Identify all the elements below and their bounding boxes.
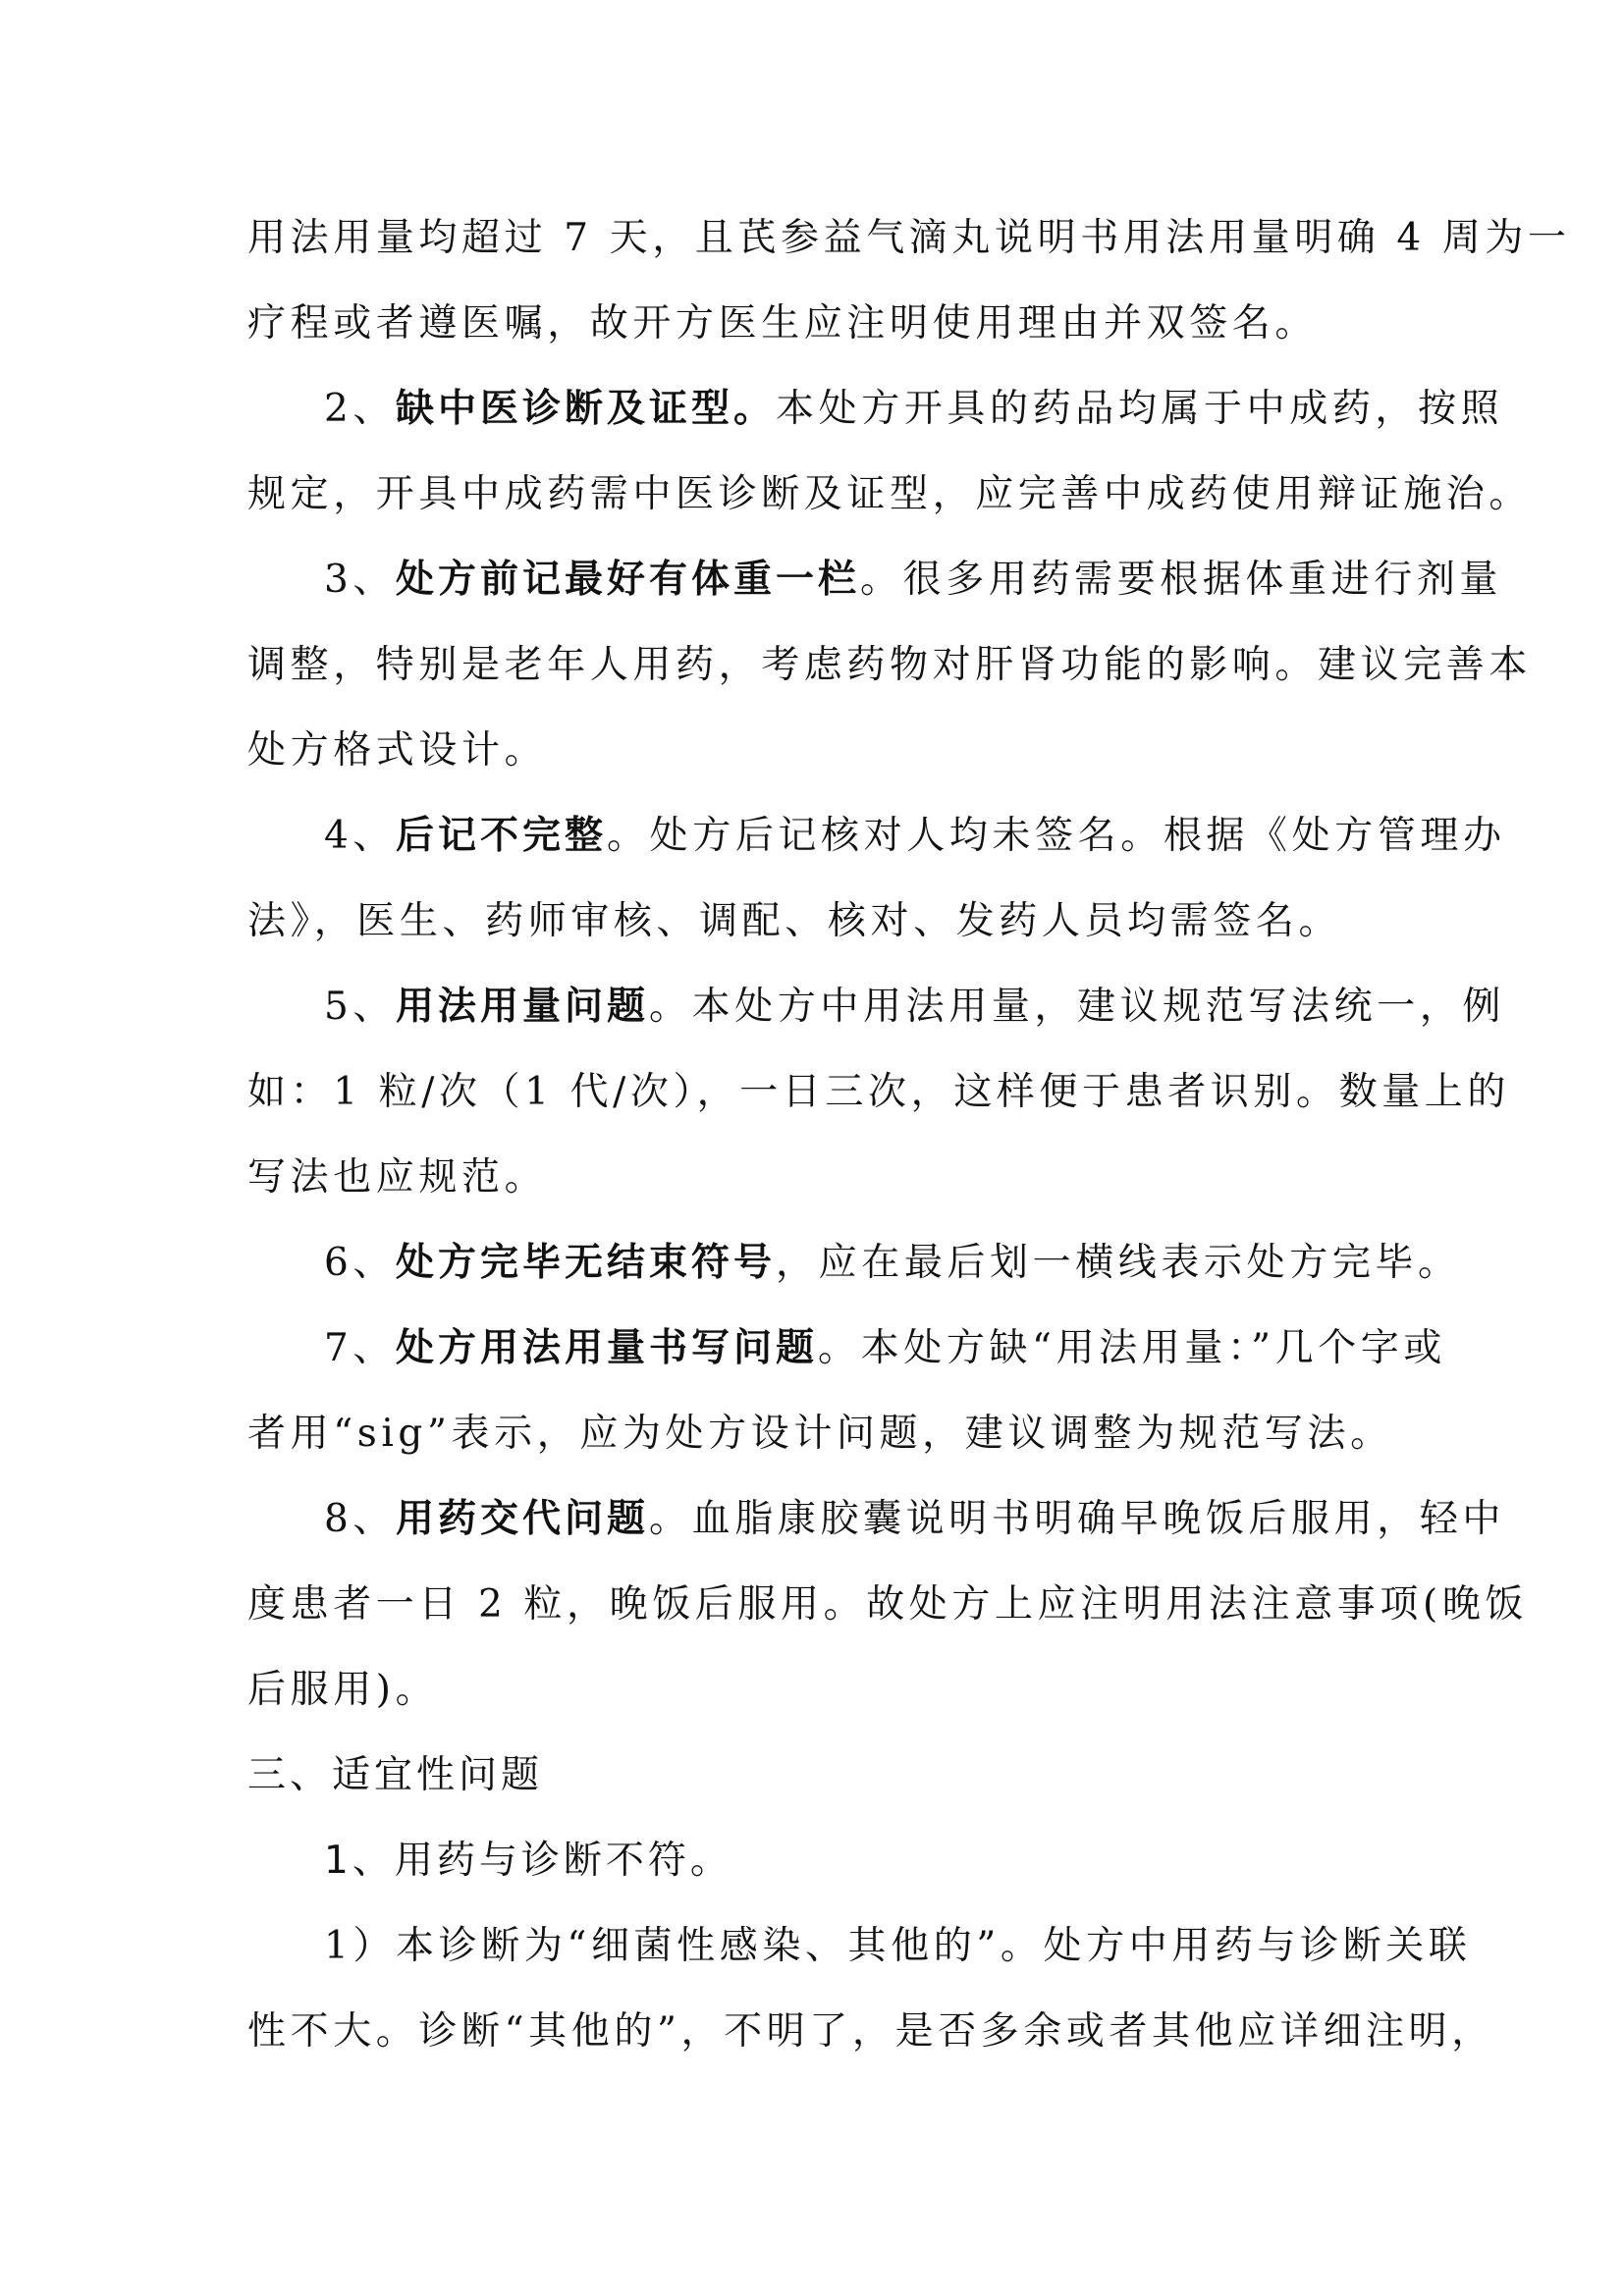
text-line [247, 1064, 1510, 1149]
item-title: 用药交代问题 [396, 1497, 650, 1541]
item-number: 8、 [324, 1497, 397, 1541]
text-line [247, 2003, 1494, 2089]
text-line [247, 466, 1533, 552]
text-line [247, 1320, 1447, 1406]
text-line [247, 1576, 1529, 1662]
line-text: 本处方开具的药品均属于中成药，按照 [776, 387, 1504, 431]
line-text: 性不大。诊断“其他的”，不明了，是否多余或者其他应详细注明， [247, 2009, 1494, 2054]
item-number: 5、 [324, 985, 397, 1029]
item-number: 7、 [324, 1326, 397, 1370]
line-text: 。血脂康胶囊说明书明确早晚饭后服用，轻中 [649, 1497, 1506, 1541]
line-text: ，应在最后划一横线表示处方完毕。 [776, 1241, 1461, 1285]
text-line [247, 808, 1506, 893]
item-title: 缺中医诊断及证型。 [396, 387, 777, 431]
text-line [247, 210, 1571, 295]
line-text: 处方格式设计。 [247, 728, 548, 773]
text-line [247, 637, 1533, 722]
line-text: 。很多用药需要根据体重进行剂量 [860, 558, 1503, 602]
line-text: 调整，特别是老年人用药，考虑药物对肝肾功能的影响。建议完善本 [247, 643, 1533, 687]
item-title: 后记不完整 [396, 814, 608, 858]
item-number: 4、 [324, 814, 397, 858]
line-text: 三、适宜性问题 [247, 1753, 544, 1797]
line-text: 规定，开具中成药需中医诊断及证型，应完善中成药使用辩证施治。 [247, 472, 1533, 516]
text-line [247, 979, 1506, 1064]
text-line [247, 552, 1503, 637]
text-line [247, 893, 1386, 979]
item-number: 3、 [324, 558, 397, 602]
text-line [247, 1662, 1386, 1747]
text-line [247, 722, 1386, 808]
item-title: 处方前记最好有体重一栏 [396, 558, 861, 602]
text-line [247, 295, 1386, 381]
line-text: 疗程或者遵医嘱，故开方医生应注明使用理由并双签名。 [247, 301, 1319, 346]
line-text: 。本处方中用法用量，建议规范写法统一，例 [649, 985, 1506, 1029]
text-line [247, 1833, 1386, 1918]
text-line [247, 1747, 1386, 1833]
item-number: 2、 [324, 387, 397, 431]
line-text: 后服用)。 [247, 1668, 439, 1712]
item-title: 用法用量问题 [396, 985, 650, 1029]
line-text: 用法用量均超过 7 天，且芪参益气滴丸说明书用法用量明确 4 周为一 [247, 216, 1571, 260]
text-line [247, 1235, 1461, 1320]
text-line [247, 381, 1504, 466]
line-text: 度患者一日 2 粒，晚饭后服用。故处方上应注明用法注意事项(晚饭 [247, 1582, 1529, 1627]
line-text: 。本处方缺“用法用量：”几个字或 [818, 1326, 1447, 1370]
item-number: 6、 [324, 1241, 397, 1285]
item-title: 处方完毕无结束符号 [396, 1241, 777, 1285]
text-line [247, 1918, 1472, 2003]
line-text: 者用“sig”表示，应为处方设计问题，建议调整为规范写法。 [247, 1412, 1393, 1456]
document-page [247, 210, 1571, 2089]
line-text: 法》，医生、药师审核、调配、核对、发药人员均需签名。 [247, 899, 1342, 943]
text-line [247, 1406, 1393, 1491]
text-line [247, 1491, 1506, 1576]
line-text: 1）本诊断为“细菌性感染、其他的”。处方中用药与诊断关联 [324, 1924, 1472, 1968]
line-text: 如：1 粒/次（1 代/次），一日三次，这样便于患者识别。数量上的 [247, 1070, 1510, 1114]
line-text: 。处方后记核对人均未签名。根据《处方管理办 [607, 814, 1506, 858]
line-text: 写法也应规范。 [247, 1155, 548, 1200]
text-line [247, 1149, 1386, 1235]
line-text: 1、用药与诊断不符。 [324, 1839, 732, 1883]
item-title: 处方用法用量书写问题 [396, 1326, 819, 1370]
